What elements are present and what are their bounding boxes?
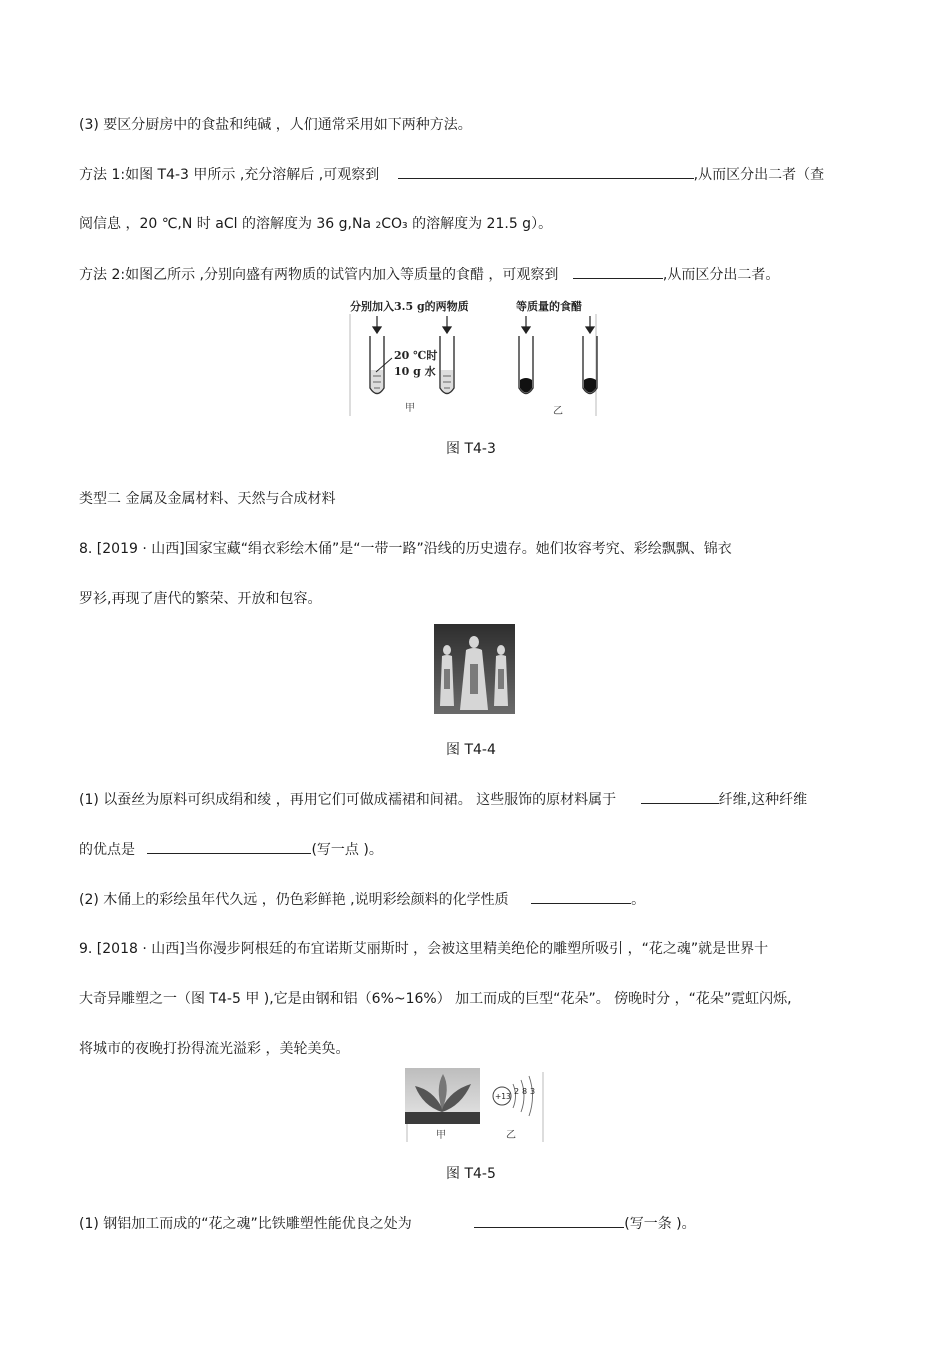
type2-title: 类型二 金属及金属材料、天然与合成材料 (79, 491, 336, 507)
fig43-label-jia: 甲 (405, 403, 415, 414)
fig43-label-water: 10 g 水 (394, 365, 436, 378)
q9-line1: 9. [2018 · 山西]当你漫步阿根廷的布宜诺斯艾丽斯时 ，会被这里精美绝伦的雕塑所吸引 ，“花之魂”就是世界十 (79, 941, 769, 957)
q9-line3: 将城市的夜晚打扮得流光溢彩 ，美轮美奂。 (79, 1041, 350, 1057)
q9-p1-line (79, 1213, 696, 1234)
q8-p2-text-a: (2) 木俑上的彩绘虽年代久远 ，仍色彩鲜艳 ,说明彩绘颜料的化学性质 (79, 892, 509, 908)
q8-p1-text-a: (1) 以蚕丝为原料可织成绢和绫 ，再用它们可做成襦裙和间裙。 这些服饰的原材料属于 (79, 792, 617, 808)
q8-p2-text-b: 。 (631, 892, 646, 908)
fig43-label-vinegar: 等质量的食醋 (516, 300, 582, 313)
q3-info-text-a: 阅信息 ，20 ℃,N 时 aCl 的溶解度为 36 g,Na (79, 216, 376, 232)
aluminum-atom-structure (493, 1076, 535, 1116)
fig45-label-jia: 甲 (436, 1130, 446, 1141)
q3-method1-info (79, 214, 552, 236)
test-tube-salt (370, 336, 384, 394)
fig45-caption: 图 T4-5 (446, 1166, 496, 1182)
q8-p1-text-c: 的优点是 (79, 842, 135, 858)
q9-p1-text-a: (1) 钢铝加工而成的“花之魂”比铁雕塑性能优良之处为 (79, 1216, 412, 1232)
q8-line2: 罗衫,再现了唐代的繁荣、开放和包容。 (79, 591, 322, 607)
q9-line2: 大奇异雕塑之一（图 T4-5 甲 ),它是由钢和铝（6%~16%） 加工而成的巨型“花朵”。 傍晚时分 ，“花朵”霓虹闪烁, (79, 991, 792, 1007)
q3-info-subscript: 2 (375, 221, 382, 231)
q3-method2-blank[interactable] (573, 264, 663, 279)
q3-method1-text-b: ,从而区分出二者（查 (693, 167, 825, 183)
fig43-label-temp: 20 ℃时 (394, 349, 438, 362)
q8-p1-blank-fiber[interactable] (641, 789, 719, 804)
fig43-label-add: 分别加入3.5 g的两物质 (350, 300, 469, 313)
q3-method1-blank[interactable] (398, 164, 694, 179)
q8-p1-text-b: 纤维,这种纤维 (718, 792, 808, 808)
fig43-arrows (373, 316, 594, 333)
q8-p1-text-d: (写一点 )。 (311, 842, 383, 858)
q3-method2-line (79, 264, 779, 285)
fig45-label-yi: 乙 (506, 1130, 516, 1141)
q8-p1-blank-advantage[interactable] (147, 839, 311, 854)
q3-method1-text-a: 方法 1:如图 T4-3 甲所示 ,充分溶解后 ,可观察到 (79, 167, 380, 183)
atom-shell-3: 3 (530, 1087, 536, 1096)
q8-p1-line1 (79, 789, 807, 810)
q3-intro: (3) 要区分厨房中的食盐和纯碱 ，人们通常采用如下两种方法。 (79, 117, 472, 133)
test-tube-vinegar-2 (583, 336, 597, 394)
q9-p1-blank[interactable] (474, 1213, 624, 1228)
figure-t4-4-photo (434, 624, 515, 714)
atom-shell-1: 2 (514, 1087, 520, 1096)
figure-t4-5 (405, 1068, 545, 1144)
fig43-caption: 图 T4-3 (446, 441, 496, 457)
test-tube-soda (440, 336, 454, 394)
q3-info-text-b: CO₃ 的溶解度为 21.5 g）。 (381, 216, 553, 232)
q9-p1-text-b: (写一条 )。 (624, 1216, 696, 1232)
fig43-label-yi: 乙 (553, 406, 563, 417)
q8-line1: 8. [2019 · 山西]国家宝藏“绢衣彩绘木俑”是“一带一路”沿线的历史遗存。她们妆容考究、彩绘飘飘、锦衣 (79, 541, 732, 557)
q3-method2-text-b: ,从而区分出二者。 (662, 267, 780, 283)
atom-nucleus-charge: +13 (495, 1092, 511, 1101)
fig44-caption: 图 T4-4 (446, 742, 496, 758)
q3-method2-text-a: 方法 2:如图乙所示 ,分别向盛有两物质的试管内加入等质量的食醋 ，可观察到 (79, 267, 559, 283)
q3-method1-line (79, 164, 824, 185)
q8-p1-line2 (79, 839, 383, 860)
q8-p2-blank[interactable] (531, 889, 631, 904)
atom-shell-2: 8 (522, 1087, 528, 1096)
q8-p2-line (79, 889, 645, 910)
figure-t4-3 (348, 296, 598, 418)
test-tube-vinegar-1 (519, 336, 533, 394)
